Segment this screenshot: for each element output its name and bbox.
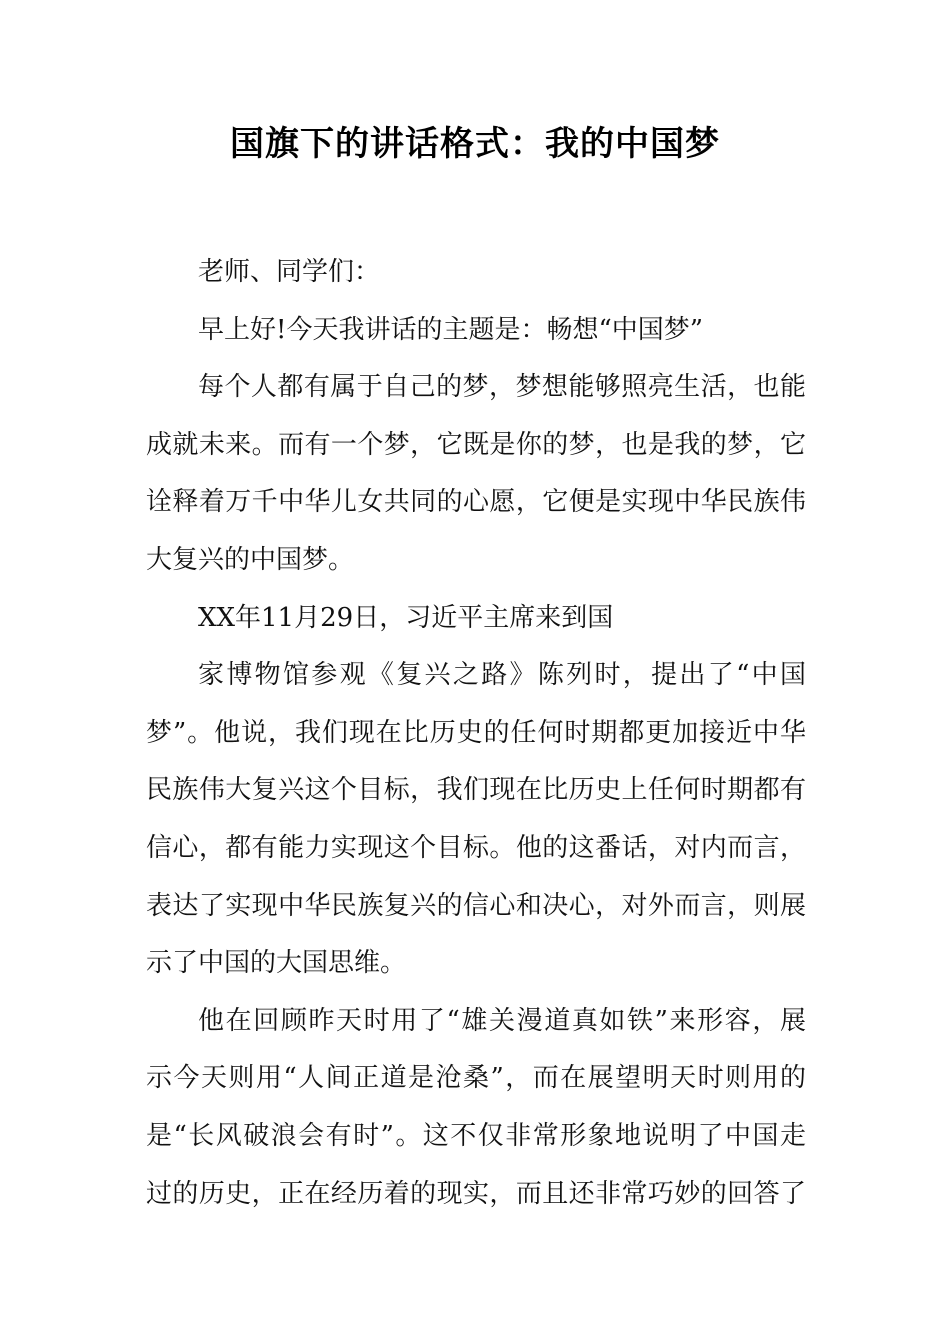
paragraph-line: 家博物馆参观《复兴之路》陈列时，提出了“中国 [198,660,806,691]
date-line: XX年11月29日，习近平主席来到国 [198,602,614,633]
paragraph-line: 过的历史，正在经历着的现实，而且还非常巧妙的回答了 [146,1178,806,1209]
document-title: 国旗下的讲话格式：我的中国梦 [230,124,720,164]
greeting-line: 早上好!今天我讲话的主题是：畅想“中国梦” [198,314,704,345]
paragraph-line: 民族伟大复兴这个目标，我们现在比历史上任何时期都有 [146,775,806,806]
paragraph-line: 成就未来。而有一个梦，它既是你的梦，也是我的梦，它 [146,429,806,460]
paragraph-line: 诠释着万千中华儿女共同的心愿，它便是实现中华民族伟 [146,487,806,518]
paragraph-line: 表达了实现中华民族复兴的信心和决心，对外而言，则展 [146,890,806,921]
salutation-line: 老师、同学们： [198,257,381,287]
document-body [146,244,806,1223]
paragraph-line: 是“长风破浪会有时”。这不仅非常形象地说明了中国走 [146,1120,806,1151]
paragraph-line: 示今天则用“人间正道是沧桑”，而在展望明天时则用的 [146,1063,806,1094]
paragraph-line: 大复兴的中国梦。 [146,544,355,575]
paragraph-line: 每个人都有属于自己的梦，梦想能够照亮生活，也能 [198,372,806,403]
paragraph-line: 示了中国的大国思维。 [146,948,407,979]
paragraph-line: 信心，都有能力实现这个目标。他的这番话，对内而言， [146,832,806,863]
paragraph-line: 他在回顾昨天时用了“雄关漫道真如铁”来形容，展 [198,1005,806,1036]
paragraph-line: 梦”。他说，我们现在比历史的任何时期都更加接近中华 [146,717,806,748]
